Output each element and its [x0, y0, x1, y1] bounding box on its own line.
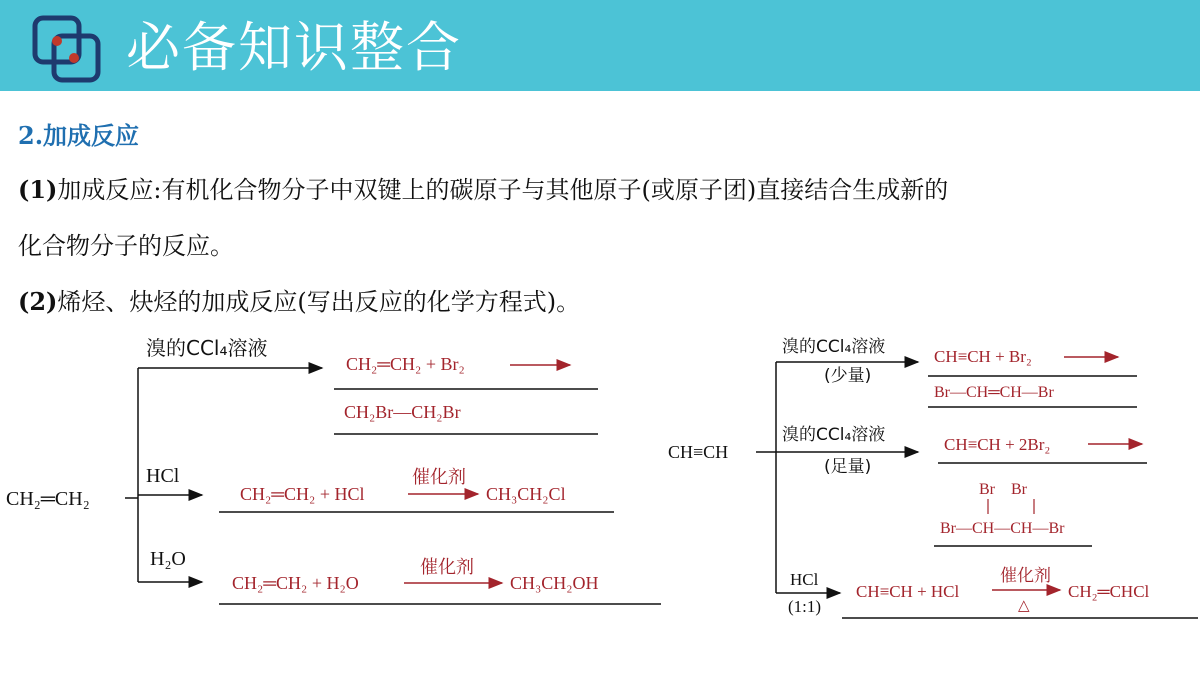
- bromine-ccl4-condition: 溴的CCl₄溶液: [146, 336, 268, 360]
- tetrabromo-substituents: Br Br: [979, 481, 1027, 498]
- hcl-addition-equation: CH≡CH + HCl: [856, 582, 960, 601]
- catalyst-label: 催化剂: [1000, 566, 1051, 586]
- tetrabromoethane-product: Br—CH—CH—Br: [940, 520, 1065, 537]
- ratio-label: (1:1): [788, 597, 822, 616]
- ethylene-reactant: CH₂═CH₂: [6, 488, 90, 510]
- catalyst-label: 催化剂: [420, 557, 474, 578]
- hcl-condition: HCl: [790, 570, 819, 589]
- hydration-equation: CH₂═CH₂ + H₂O: [232, 573, 359, 593]
- definition-text: 有机化合物分子中双键上的碳原子与其他原子(或原子团)直接结合生成新的: [161, 176, 949, 204]
- vinyl-chloride-product: CH₂═CHCl: [1068, 582, 1150, 601]
- bromine-ccl4-condition: 溴的CCl₄溶液: [782, 337, 886, 357]
- item-number-2: (2): [18, 287, 58, 316]
- bromine-addition-equation: CH≡CH + Br₂: [934, 347, 1032, 366]
- page-title: 必备知识整合: [126, 16, 462, 79]
- heat-symbol: △: [1018, 596, 1030, 614]
- small-amount-label: (少量): [824, 366, 872, 386]
- hcl-condition: HCl: [146, 465, 180, 487]
- dibromoethene-product: Br—CH═CH—Br: [934, 384, 1054, 401]
- ethanol-product: CH₃CH₂OH: [510, 573, 599, 593]
- catalyst-label: 催化剂: [412, 467, 466, 488]
- bromine-addition-equation: CH₂═CH₂ + Br₂: [346, 354, 465, 374]
- hcl-addition-equation: CH₂═CH₂ + HCl: [240, 484, 365, 504]
- excess-bromine-equation: CH≡CH + 2Br₂: [944, 435, 1051, 454]
- item-2-text: 烯烃、炔烃的加成反应(写出反应的化学方程式)。: [57, 288, 581, 316]
- definition-term: 加成反应:: [57, 176, 162, 204]
- acetylene-reactant: CH≡CH: [668, 442, 729, 462]
- item-number-1: (1): [18, 175, 58, 204]
- definition-line-2: 化合物分子的反应。: [18, 232, 234, 260]
- chloroethane-product: CH₃CH₂Cl: [486, 484, 566, 504]
- bromine-ccl4-condition: 溴的CCl₄溶液: [782, 425, 886, 445]
- dibromoethane-product: CH₂Br—CH₂Br: [344, 402, 461, 422]
- excess-amount-label: (足量): [824, 457, 872, 477]
- section-heading: 2.加成反应: [18, 121, 140, 150]
- water-condition: H₂O: [150, 548, 186, 570]
